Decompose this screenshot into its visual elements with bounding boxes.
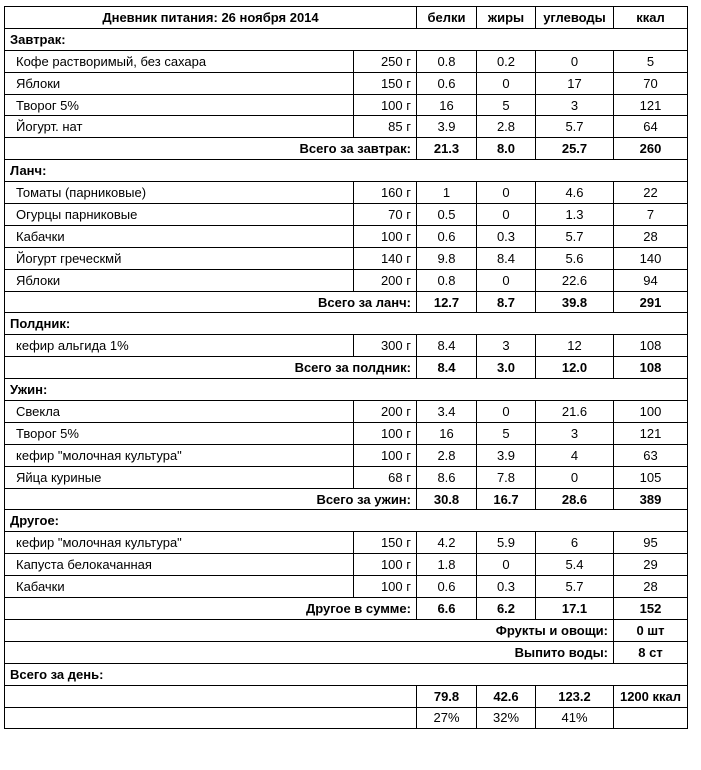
day-total-values-row xyxy=(5,685,688,707)
food-protein: 16 xyxy=(417,422,477,444)
total-protein: 21.3 xyxy=(417,138,477,160)
food-fat: 3 xyxy=(477,335,536,357)
food-name: Йогурт. нат xyxy=(5,116,354,138)
food-quantity: 100 г xyxy=(354,225,417,247)
total-protein: 30.8 xyxy=(417,488,477,510)
extra-label: Выпито воды: xyxy=(5,641,614,663)
food-name: Кофе растворимый, без сахара xyxy=(5,50,354,72)
food-name: Капуста белокачанная xyxy=(5,554,354,576)
food-item-row xyxy=(5,269,688,291)
day-total-spacer xyxy=(5,685,417,707)
food-item-row xyxy=(5,335,688,357)
total-carbs: 17.1 xyxy=(536,598,614,620)
extra-value: 0 шт xyxy=(614,619,688,641)
food-carbs: 22.6 xyxy=(536,269,614,291)
food-name: Творог 5% xyxy=(5,422,354,444)
food-fat: 5.9 xyxy=(477,532,536,554)
food-protein: 4.2 xyxy=(417,532,477,554)
food-name: Творог 5% xyxy=(5,94,354,116)
food-carbs: 3 xyxy=(536,422,614,444)
food-name: Кабачки xyxy=(5,576,354,598)
food-quantity: 100 г xyxy=(354,554,417,576)
header-protein: белки xyxy=(417,7,477,29)
food-quantity: 70 г xyxy=(354,204,417,226)
section-header-row xyxy=(5,510,688,532)
food-fat: 3.9 xyxy=(477,444,536,466)
food-quantity: 150 г xyxy=(354,72,417,94)
food-fat: 0 xyxy=(477,182,536,204)
diary-title: Дневник питания: 26 ноября 2014 xyxy=(5,7,417,29)
total-carbs: 25.7 xyxy=(536,138,614,160)
food-protein: 0.8 xyxy=(417,269,477,291)
food-protein: 3.4 xyxy=(417,401,477,423)
food-quantity: 100 г xyxy=(354,576,417,598)
day-total-percent-row xyxy=(5,707,688,729)
food-name: кефир альгида 1% xyxy=(5,335,354,357)
food-carbs: 6 xyxy=(536,532,614,554)
section-title: Завтрак: xyxy=(5,28,688,50)
food-fat: 0.2 xyxy=(477,50,536,72)
food-name: Йогурт греческмй xyxy=(5,247,354,269)
food-item-row xyxy=(5,225,688,247)
food-fat: 0 xyxy=(477,204,536,226)
section-total-row xyxy=(5,598,688,620)
food-fat: 8.4 xyxy=(477,247,536,269)
food-fat: 0.3 xyxy=(477,225,536,247)
section-total-row xyxy=(5,291,688,313)
food-item-row xyxy=(5,72,688,94)
food-kcal: 63 xyxy=(614,444,688,466)
food-item-row xyxy=(5,466,688,488)
food-kcal: 121 xyxy=(614,94,688,116)
food-kcal: 28 xyxy=(614,225,688,247)
extra-row xyxy=(5,641,688,663)
section-title: Полдник: xyxy=(5,313,688,335)
section-title: Другое: xyxy=(5,510,688,532)
day-total-carbs: 123.2 xyxy=(536,685,614,707)
section-header-row xyxy=(5,379,688,401)
food-quantity: 250 г xyxy=(354,50,417,72)
food-name: кефир "молочная культура" xyxy=(5,532,354,554)
food-item-row xyxy=(5,444,688,466)
day-total-protein: 79.8 xyxy=(417,685,477,707)
food-fat: 0 xyxy=(477,401,536,423)
food-carbs: 4.6 xyxy=(536,182,614,204)
food-kcal: 5 xyxy=(614,50,688,72)
food-carbs: 17 xyxy=(536,72,614,94)
food-carbs: 0 xyxy=(536,50,614,72)
food-carbs: 3 xyxy=(536,94,614,116)
total-kcal: 260 xyxy=(614,138,688,160)
day-total-header-row xyxy=(5,663,688,685)
food-protein: 0.6 xyxy=(417,72,477,94)
food-kcal: 140 xyxy=(614,247,688,269)
total-protein: 8.4 xyxy=(417,357,477,379)
food-protein: 0.8 xyxy=(417,50,477,72)
food-protein: 1.8 xyxy=(417,554,477,576)
food-protein: 8.4 xyxy=(417,335,477,357)
food-protein: 8.6 xyxy=(417,466,477,488)
food-kcal: 105 xyxy=(614,466,688,488)
extra-value: 8 ст xyxy=(614,641,688,663)
food-item-row xyxy=(5,50,688,72)
food-item-row xyxy=(5,204,688,226)
food-kcal: 70 xyxy=(614,72,688,94)
section-total-label: Другое в сумме: xyxy=(5,598,417,620)
food-protein: 0.6 xyxy=(417,576,477,598)
food-kcal: 94 xyxy=(614,269,688,291)
food-kcal: 7 xyxy=(614,204,688,226)
day-fat-percent: 32% xyxy=(477,707,536,729)
header-fat: жиры xyxy=(477,7,536,29)
total-protein: 12.7 xyxy=(417,291,477,313)
food-protein: 9.8 xyxy=(417,247,477,269)
food-name: Кабачки xyxy=(5,225,354,247)
food-quantity: 160 г xyxy=(354,182,417,204)
total-carbs: 39.8 xyxy=(536,291,614,313)
total-kcal: 152 xyxy=(614,598,688,620)
food-protein: 0.5 xyxy=(417,204,477,226)
food-quantity: 100 г xyxy=(354,94,417,116)
food-protein: 16 xyxy=(417,94,477,116)
food-carbs: 1.3 xyxy=(536,204,614,226)
food-name: Свекла xyxy=(5,401,354,423)
total-fat: 6.2 xyxy=(477,598,536,620)
food-quantity: 150 г xyxy=(354,532,417,554)
food-kcal: 121 xyxy=(614,422,688,444)
section-total-label: Всего за завтрак: xyxy=(5,138,417,160)
header-carbs: углеводы xyxy=(536,7,614,29)
food-quantity: 200 г xyxy=(354,401,417,423)
food-quantity: 85 г xyxy=(354,116,417,138)
food-item-row xyxy=(5,182,688,204)
food-fat: 5 xyxy=(477,94,536,116)
food-kcal: 100 xyxy=(614,401,688,423)
food-protein: 0.6 xyxy=(417,225,477,247)
day-percent-spacer xyxy=(5,707,417,729)
food-fat: 0 xyxy=(477,269,536,291)
food-fat: 0 xyxy=(477,554,536,576)
food-kcal: 28 xyxy=(614,576,688,598)
food-carbs: 0 xyxy=(536,466,614,488)
food-name: кефир "молочная культура" xyxy=(5,444,354,466)
day-carbs-percent: 41% xyxy=(536,707,614,729)
extra-label: Фрукты и овощи: xyxy=(5,619,614,641)
food-carbs: 5.6 xyxy=(536,247,614,269)
food-item-row xyxy=(5,247,688,269)
food-item-row xyxy=(5,554,688,576)
section-header-row xyxy=(5,28,688,50)
day-total-label: Всего за день: xyxy=(5,663,688,685)
food-item-row xyxy=(5,401,688,423)
section-total-label: Всего за ланч: xyxy=(5,291,417,313)
food-item-row xyxy=(5,576,688,598)
food-protein: 2.8 xyxy=(417,444,477,466)
food-fat: 7.8 xyxy=(477,466,536,488)
day-total-fat: 42.6 xyxy=(477,685,536,707)
food-protein: 1 xyxy=(417,182,477,204)
day-total-kcal: 1200 ккал xyxy=(614,685,688,707)
total-fat: 3.0 xyxy=(477,357,536,379)
food-name: Яблоки xyxy=(5,269,354,291)
total-kcal: 389 xyxy=(614,488,688,510)
food-name: Огурцы парниковые xyxy=(5,204,354,226)
total-kcal: 291 xyxy=(614,291,688,313)
food-name: Томаты (парниковые) xyxy=(5,182,354,204)
food-diary-table xyxy=(4,6,688,729)
total-fat: 16.7 xyxy=(477,488,536,510)
section-total-row xyxy=(5,357,688,379)
total-carbs: 12.0 xyxy=(536,357,614,379)
total-carbs: 28.6 xyxy=(536,488,614,510)
food-carbs: 5.7 xyxy=(536,576,614,598)
food-name: Яблоки xyxy=(5,72,354,94)
food-kcal: 29 xyxy=(614,554,688,576)
section-total-row xyxy=(5,138,688,160)
section-total-label: Всего за полдник: xyxy=(5,357,417,379)
day-protein-percent: 27% xyxy=(417,707,477,729)
food-kcal: 64 xyxy=(614,116,688,138)
section-header-row xyxy=(5,313,688,335)
food-name: Яйца куриные xyxy=(5,466,354,488)
food-item-row xyxy=(5,94,688,116)
food-quantity: 100 г xyxy=(354,422,417,444)
total-kcal: 108 xyxy=(614,357,688,379)
food-quantity: 100 г xyxy=(354,444,417,466)
food-carbs: 21.6 xyxy=(536,401,614,423)
food-kcal: 95 xyxy=(614,532,688,554)
section-header-row xyxy=(5,160,688,182)
food-fat: 0.3 xyxy=(477,576,536,598)
total-fat: 8.7 xyxy=(477,291,536,313)
food-carbs: 5.4 xyxy=(536,554,614,576)
header-kcal: ккал xyxy=(614,7,688,29)
food-fat: 2.8 xyxy=(477,116,536,138)
food-quantity: 68 г xyxy=(354,466,417,488)
food-item-row xyxy=(5,532,688,554)
food-quantity: 300 г xyxy=(354,335,417,357)
food-item-row xyxy=(5,116,688,138)
section-title: Ланч: xyxy=(5,160,688,182)
food-fat: 0 xyxy=(477,72,536,94)
food-item-row xyxy=(5,422,688,444)
header-row xyxy=(5,7,688,29)
extra-row xyxy=(5,619,688,641)
food-carbs: 4 xyxy=(536,444,614,466)
section-title: Ужин: xyxy=(5,379,688,401)
total-protein: 6.6 xyxy=(417,598,477,620)
food-protein: 3.9 xyxy=(417,116,477,138)
total-fat: 8.0 xyxy=(477,138,536,160)
food-kcal: 22 xyxy=(614,182,688,204)
food-carbs: 12 xyxy=(536,335,614,357)
food-diary-body xyxy=(5,7,688,729)
food-kcal: 108 xyxy=(614,335,688,357)
section-total-label: Всего за ужин: xyxy=(5,488,417,510)
food-fat: 5 xyxy=(477,422,536,444)
food-quantity: 140 г xyxy=(354,247,417,269)
food-carbs: 5.7 xyxy=(536,225,614,247)
food-quantity: 200 г xyxy=(354,269,417,291)
day-kcal-percent-empty xyxy=(614,707,688,729)
food-carbs: 5.7 xyxy=(536,116,614,138)
section-total-row xyxy=(5,488,688,510)
